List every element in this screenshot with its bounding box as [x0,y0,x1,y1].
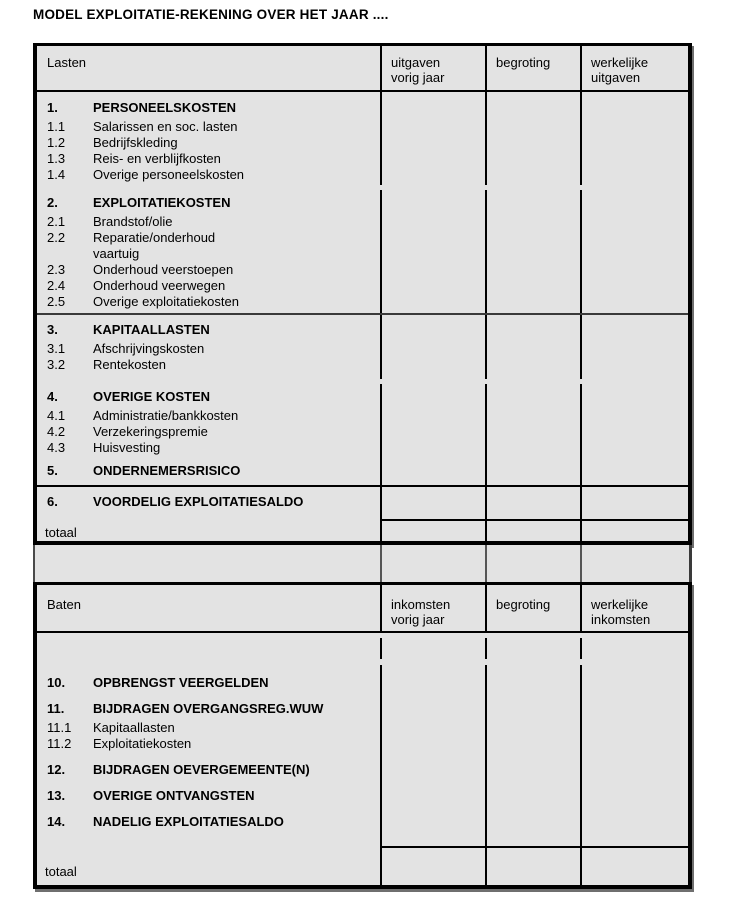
value-cell [380,665,485,846]
baten-body-row [37,665,688,846]
section-row-kapitaallasten [37,313,688,379]
item-number: 1.4 [47,167,66,182]
header-line: werkelijke [591,597,649,612]
header-line: inkomsten [591,612,651,627]
line-item [37,230,380,246]
gap-cell [380,545,485,582]
total-value-cell [380,519,485,545]
value-cell [580,315,688,379]
section-row-ondernemersrisico [37,458,688,487]
line-item [37,278,380,294]
header-line: inkomsten [391,597,451,612]
item-number: 2.5 [47,294,66,309]
gap-cell [485,545,580,582]
value-cell [380,487,485,519]
total-value-cell [485,846,580,885]
item-number: 1.3 [47,151,66,166]
header-line: vorig jaar [391,70,445,85]
header-cell-begroting: begroting [485,46,580,90]
header-cell-werkelijke-uitgaven [580,46,688,90]
line-item [37,357,380,373]
item-number: 4.2 [47,424,66,439]
item-label: Administratie/bankkosten [93,408,239,423]
lasten-totaal-row [37,519,688,545]
item-label: Huisvesting [93,440,161,455]
section-opbrengst-veergelden [37,675,380,691]
section-heading-line [37,814,380,830]
lasten-header-row [37,46,688,92]
item-number: 1.1 [47,119,66,134]
value-cell [580,190,688,313]
page-title: MODEL EXPLOITATIE-REKENING OVER HET JAAR .... [33,7,389,22]
section-heading: OVERIGE ONTVANGSTEN [93,788,255,803]
value-cell [380,190,485,313]
line-item [37,262,380,278]
header-line: uitgaven [391,55,441,70]
section-heading: EXPLOITATIEKOSTEN [93,195,231,210]
table-gap-strip [33,545,692,582]
header-cell-baten: Baten [47,597,81,612]
value-cell [485,384,580,458]
totaal-label: totaal [45,525,77,540]
line-item [37,720,380,736]
total-value-cell [580,519,688,545]
line-item [37,408,380,424]
item-label: Overige personeelskosten [93,167,245,182]
line-item [37,167,380,183]
line-item [37,736,380,752]
section-number: 10. [47,675,66,690]
totaal-label: totaal [45,864,77,879]
section-heading-line [37,463,380,479]
lasten-table [33,43,692,545]
section-number: 2. [47,195,58,210]
section-heading-line [37,100,380,116]
value-cell [380,384,485,458]
value-cell [380,92,485,185]
line-item [37,440,380,456]
item-label: Reis- en verblijfkosten [93,151,221,166]
value-cell [580,665,688,846]
section-heading-line [37,195,380,211]
section-row-exploitatiekosten [37,190,688,313]
item-number: 2.4 [47,278,66,293]
section-number: 14. [47,814,66,829]
section-heading: BIJDRAGEN OEVERGEMEENTE(N) [93,762,310,777]
item-number: 11.1 [47,720,72,735]
item-number: 2.2 [47,230,66,245]
section-heading: PERSONEELSKOSTEN [93,100,237,115]
item-number: 3.1 [47,341,66,356]
value-cell [380,458,485,485]
section-heading: OPBRENGST VEERGELDEN [93,675,269,690]
item-number: 4.3 [47,440,66,455]
section-heading: VOORDELIG EXPLOITATIESALDO [93,494,304,509]
section-row-personeelskosten [37,92,688,185]
value-cell [485,315,580,379]
gap-cell [580,545,689,582]
section-number: 13. [47,788,66,803]
header-cell-lasten: Lasten [47,55,87,70]
header-cell-begroting: begroting [485,585,580,631]
item-number: 1.2 [47,135,66,150]
section-number: 5. [47,463,58,478]
value-cell [580,384,688,458]
baten-table [33,582,692,889]
section-heading-line [37,389,380,405]
section-heading-line [37,762,380,778]
total-value-cell [485,519,580,545]
section-heading: OVERIGE KOSTEN [93,389,211,404]
line-item [37,135,380,151]
item-label: Verzekeringspremie [93,424,208,439]
item-label: Bedrijfskleding [93,135,178,150]
section-number: 4. [47,389,58,404]
value-cell [485,487,580,519]
section-heading: ONDERNEMERSRISICO [93,463,241,478]
item-label: Reparatie/onderhoud [93,230,216,245]
item-label: Onderhoud veerstoepen [93,262,234,277]
section-heading-line [37,494,380,510]
line-item [37,246,380,262]
header-cell-werkelijke-inkomsten [580,585,688,631]
section-number: 6. [47,494,58,509]
item-label: Rentekosten [93,357,166,372]
value-cell [380,638,485,659]
item-label: Salarissen en soc. lasten [93,119,238,134]
total-value-cell [380,846,485,885]
section-number: 11. [47,701,65,716]
header-line: werkelijke [591,55,649,70]
section-number: 12. [47,762,66,777]
item-label: Overige exploitatiekosten [93,294,239,309]
section-overige-ontvangsten [37,788,380,804]
section-nadelig-exploitatiesaldo [37,814,380,830]
header-line: uitgaven [591,70,641,85]
value-cell [580,487,688,519]
line-item [37,424,380,440]
item-number: 2.3 [47,262,66,277]
gap-cell [35,545,380,582]
section-heading-line [37,675,380,691]
item-number: 11.2 [47,736,72,751]
section-heading: KAPITAALLASTEN [93,322,210,337]
value-cell [485,458,580,485]
item-label: Kapitaallasten [93,720,175,735]
value-cell [580,458,688,485]
line-item [37,119,380,135]
header-cell-uitgaven-vorig-jaar [380,46,485,90]
section-heading-line [37,701,380,717]
section-number: 3. [47,322,58,337]
section-bijdragen-oevergemeente [37,762,380,778]
section-row-voordelig-exploitatiesaldo [37,487,688,519]
baten-totaal-row [37,846,688,885]
header-cell-inkomsten-vorig-jaar [380,585,485,631]
item-label: Brandstof/olie [93,214,173,229]
item-label: Afschrijvingskosten [93,341,205,356]
item-label: Exploitatiekosten [93,736,192,751]
value-cell [580,638,688,659]
value-cell [580,92,688,185]
item-number: 3.2 [47,357,66,372]
value-cell [380,315,485,379]
line-item [37,294,380,310]
line-item [37,341,380,357]
section-heading: BIJDRAGEN OVERGANGSREG.WUW [93,701,324,716]
baten-header-row [37,585,688,633]
section-heading: NADELIG EXPLOITATIESALDO [93,814,284,829]
item-label: vaartuig [93,246,140,261]
item-number [47,246,93,262]
section-row-overige-kosten [37,384,688,458]
section-heading-line [37,788,380,804]
baten-empty-row [37,638,688,659]
line-item [37,151,380,167]
item-number: 4.1 [47,408,66,423]
header-line: vorig jaar [391,612,445,627]
value-cell [485,190,580,313]
line-item [37,214,380,230]
item-number: 2.1 [47,214,66,229]
total-value-cell [580,846,688,885]
value-cell [485,665,580,846]
value-cell [485,92,580,185]
section-number: 1. [47,100,58,115]
section-heading-line [37,322,380,338]
item-label: Onderhoud veerwegen [93,278,226,293]
section-bijdragen-overgangsreg [37,701,380,752]
value-cell [485,638,580,659]
